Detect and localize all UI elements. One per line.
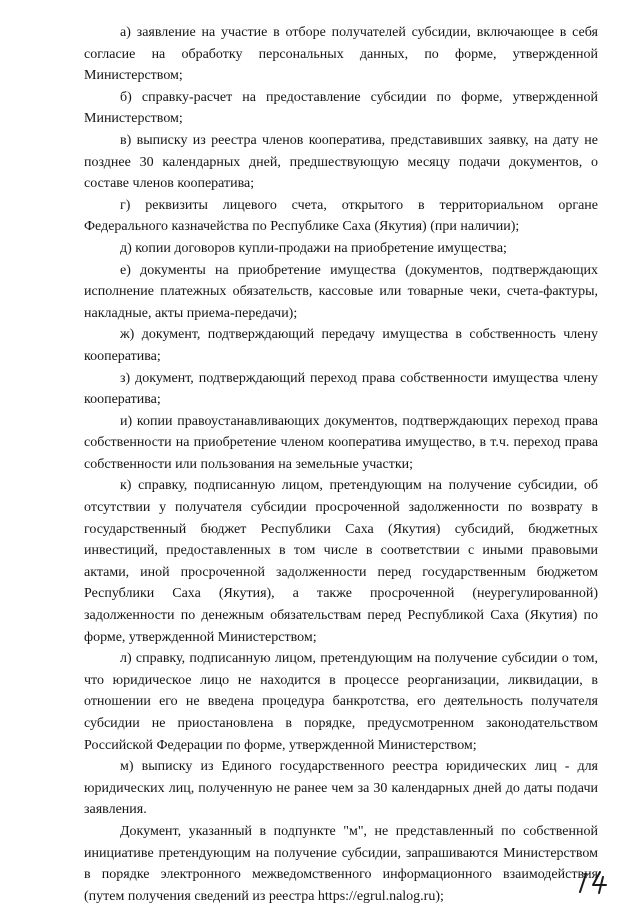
paragraph-i: и) копии правоустанавливающих документов, подтверждающих переход права собственности на приобретение членом кооператива имущество, в т.ч. переход права собственности или пользования на земельные участки;	[84, 413, 598, 472]
paragraph-note: Документ, указанный в подпункте "м", не представленный по собственной инициативе претендующим на получение субсидии, запрашиваются Министерством в порядке электронного межведомственного информационного взаимодействия (путем получения сведений из реестра https://egrul.nalog.ru);	[84, 823, 598, 904]
paragraph-m: м) выписку из Единого государственного реестра юридических лиц - для юридических лиц, полученную не ранее чем за 30 календарных дней до даты подачи заявления.	[84, 759, 598, 818]
paragraph-d: д) копии договоров купли-продажи на приобретение имущества;	[120, 240, 507, 256]
paragraph-g: г) реквизиты лицевого счета, открытого в территориальном органе Федерального казначейства по Республике Саха (Якутия) (при наличии);	[84, 197, 598, 235]
handwritten-page-number	[576, 868, 626, 896]
paragraph-zh: ж) документ, подтверждающий передачу имущества в собственность члену кооператива;	[84, 327, 598, 364]
paragraph-l: л) справку, подписанную лицом, претендующим на получение субсидии о том, что юридическое лицо не находится в процессе реорганизации, ликвидации, в отношении его не введена процедура банкротства, его деятельность получателя субсидии не приостановлена в порядке, предусмотренном законодательством Российской Федерации по форме, утвержденной Министерством;	[84, 651, 598, 753]
paragraph-e: е) документы на приобретение имущества (документов, подтверждающих исполнение платежных обязательств, кассовые или товарные чеки, счета-фактуры, накладные, акты приема-передачи);	[84, 262, 598, 321]
paragraph-v: в) выписку из реестра членов кооператива, представивших заявку, на дату не позднее 30 календарных дней, предшествующую месяцу подачи документов, о составе членов кооператива;	[84, 132, 598, 192]
paragraph-z: з) документ, подтверждающий переход права собственности имущества члену кооператива;	[84, 370, 598, 408]
paragraph-b: б) справку-расчет на предоставление субсидии по форме, утвержденной Министерством;	[84, 89, 598, 127]
paragraph-a: а) заявление на участие в отборе получателей субсидии, включающее в себя согласие на обработку персональных данных, по форме, утвержденной Министерством;	[84, 25, 598, 84]
paragraph-k: к) справку, подписанную лицом, претендующим на получение субсидии, об отсутствии у получателя субсидии просроченной задолженности по возврату в государственный бюджет Республики Саха (Якутия) субсидий, бюджетных инвестиций, предоставленных в том числе в соответствии с иными правовыми актами, иной просроченной задолженности перед государственным бюджетом Республики Саха (Якутия), а также просроченной (неурегулированной) задолженности по денежным обязательствам перед Республикой Саха (Якутия) по форме, утвержденной Министерством;	[84, 478, 598, 645]
document-body	[84, 22, 598, 907]
